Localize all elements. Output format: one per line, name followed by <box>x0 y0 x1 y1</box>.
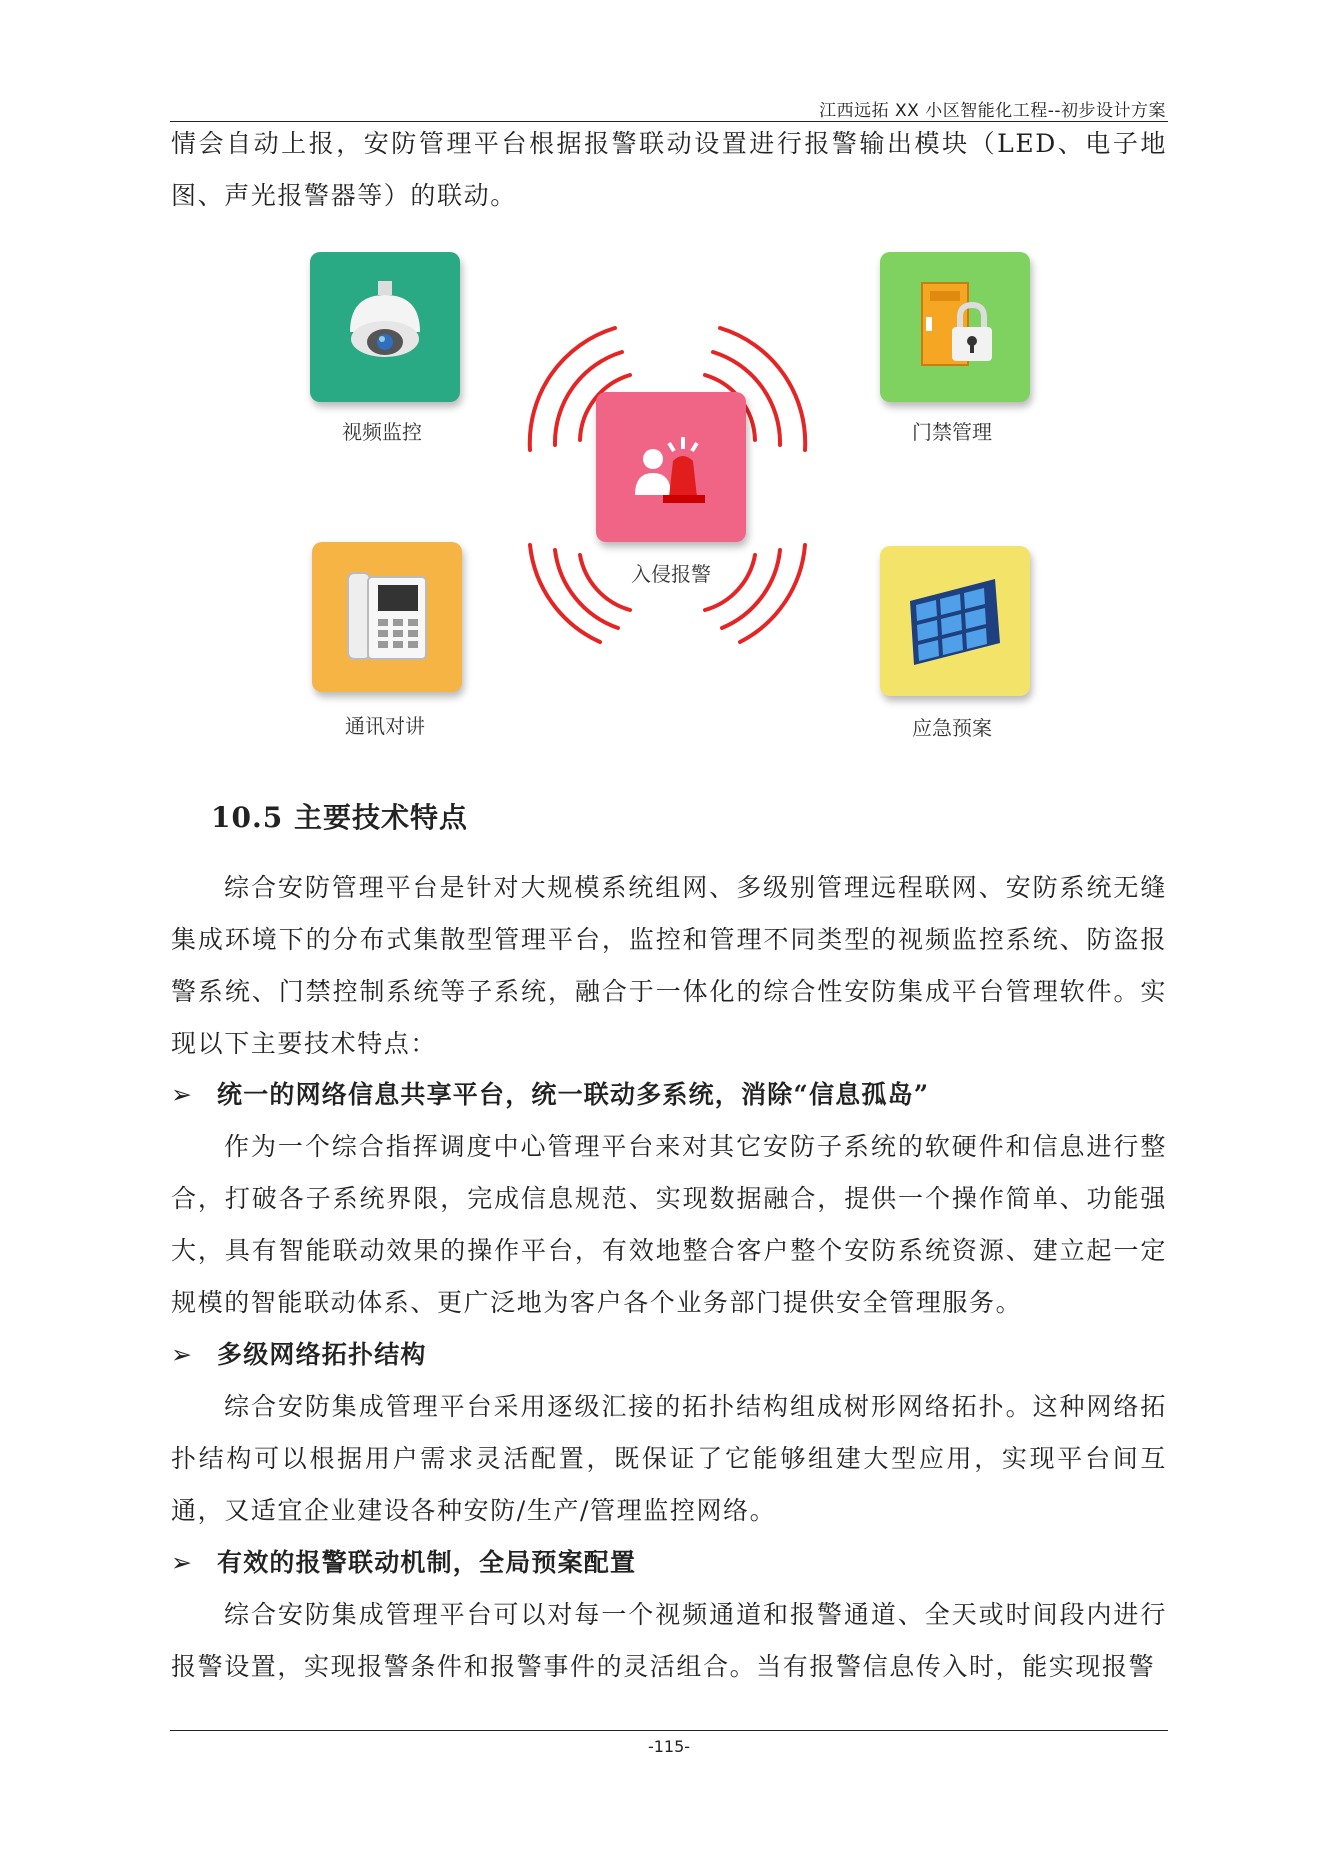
tile-video-surveillance <box>310 252 460 402</box>
page-header: 江西远拓 XX 小区智能化工程--初步设计方案 <box>819 101 1166 121</box>
bullet-arrow-icon: ➢ <box>171 1340 194 1369</box>
tile-label-intercom: 通讯对讲 <box>345 714 425 738</box>
bullet-paragraph: 作为一个综合指挥调度中心管理平台来对其它安防子系统的软硬件和信息进行整合，打破各子系统界限，完成信息规范、实现数据融合，提供一个操作简单、功能强大，具有智能联动效果的操作平台，有效地整合客户整个安防系统资源、建立起一定规模的智能联动体系、更广泛地为客户各个业务部门提供安全管理服务。 <box>171 1132 1167 1317</box>
intro-paragraph: 情会自动上报，安防管理平台根据报警联动设置进行报警输出模块（LED、电子地图、声光报警器等）的联动。 <box>171 129 1167 210</box>
bullet-heading <box>171 1537 636 1589</box>
section-paragraph: 综合安防管理平台是针对大规模系统组网、多级别管理远程联网、安防系统无缝集成环境下的分布式集散型管理平台，监控和管理不同类型的视频监控系统、防盗报警系统、门禁控制系统等子系统，融合于一体化的综合性安防集成平台管理软件。实现以下主要技术特点： <box>171 873 1167 1058</box>
door-lock-icon <box>910 277 1000 377</box>
tile-label-emergency: 应急预案 <box>912 716 992 740</box>
intercom-phone-icon <box>342 567 432 667</box>
bullet-arrow-icon: ➢ <box>171 1548 194 1577</box>
tile-intrusion-alarm <box>596 392 746 542</box>
video-wall-icon <box>900 571 1010 671</box>
tile-label-access: 门禁管理 <box>912 420 992 444</box>
section-heading: 10.5 主要技术特点 <box>211 801 468 834</box>
tile-label-intrusion: 入侵报警 <box>631 562 711 586</box>
tile-label-video: 视频监控 <box>342 420 422 444</box>
bullet-title: 统一的网络信息共享平台，统一联动多系统，消除“信息孤岛” <box>217 1080 930 1109</box>
tile-access-control <box>880 252 1030 402</box>
bullet-heading <box>171 1329 427 1381</box>
bullet-arrow-icon: ➢ <box>171 1080 194 1109</box>
tile-emergency-plan <box>880 546 1030 696</box>
bullet-title: 多级网络拓扑结构 <box>217 1340 427 1369</box>
alarm-siren-icon <box>621 417 721 517</box>
bullet-paragraph: 综合安防集成管理平台可以对每一个视频通道和报警通道、全天或时间段内进行报警设置，实现报警条件和报警事件的灵活组合。当有报警信息传入时，能实现报警 <box>171 1600 1167 1681</box>
bullet-heading <box>171 1069 929 1121</box>
security-camera-icon <box>340 277 430 377</box>
bullet-title: 有效的报警联动机制，全局预案配置 <box>217 1548 637 1577</box>
bullet-paragraph: 综合安防集成管理平台采用逐级汇接的拓扑结构组成树形网络拓扑。这种网络拓扑结构可以根据用户需求灵活配置，既保证了它能够组建大型应用，实现平台间互通，又适宜企业建设各种安防/生产/管理监控网络。 <box>171 1392 1167 1525</box>
page-number: -115- <box>647 1737 691 1756</box>
footer-divider <box>170 1730 1168 1731</box>
tile-intercom <box>312 542 462 692</box>
